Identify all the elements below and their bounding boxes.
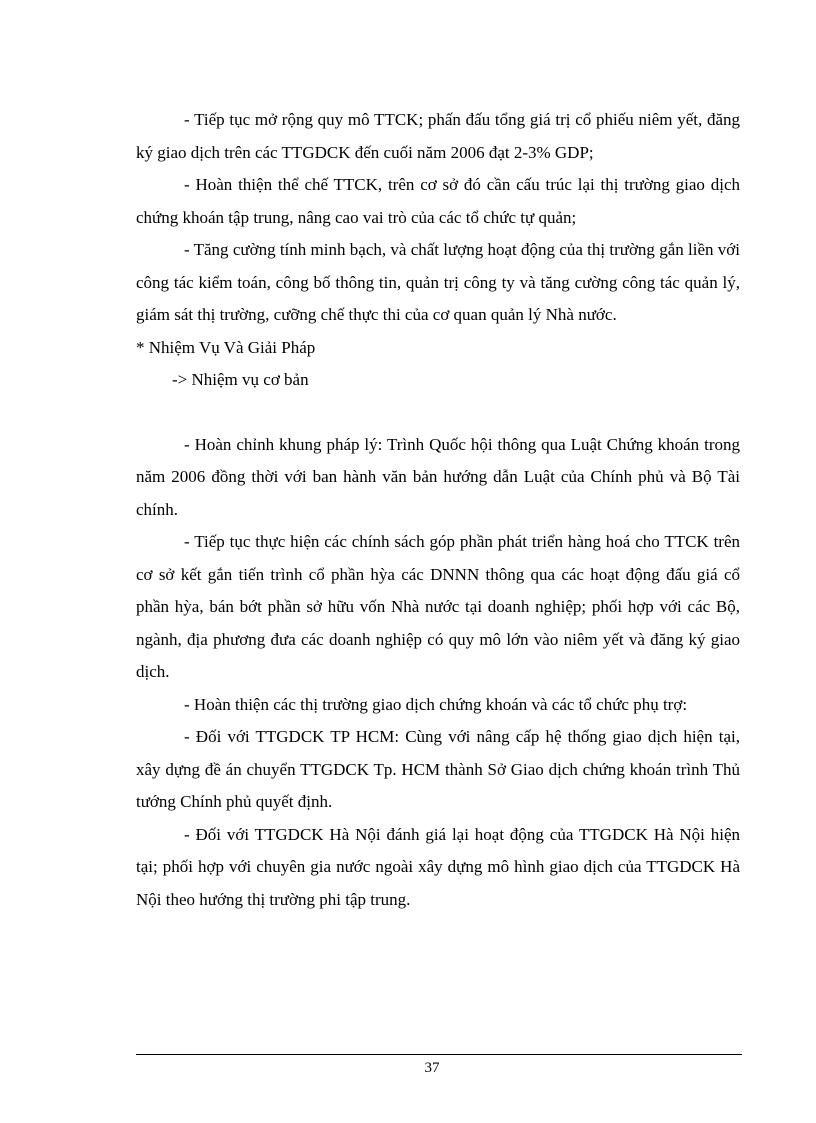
- paragraph-institutional-framework: - Hoàn thiện thể chế TTCK, trên cơ sở đó cần cấu trúc lại thị trường giao dịch chứng khoán tập trung, nâng cao vai trò của các tổ chức tự quản;: [136, 175, 740, 227]
- subsection-heading: -> Nhiệm vụ cơ bản: [172, 370, 309, 389]
- paragraph-hanoi-center: - Đối với TTGDCK Hà Nội đánh giá lại hoạt động của TTGDCK Hà Nội hiện tại; phối hợp với chuyên gia nước ngoài xây dựng mô hình giao dịch của TTGDCK Hà Nội theo hướng thị trường phi tập trung.: [136, 824, 740, 909]
- footer-rule: [136, 1054, 742, 1055]
- section-heading: * Nhiệm Vụ Và Giải Pháp: [136, 337, 316, 357]
- paragraph-expand-market-scale: - Tiếp tục mở rộng quy mô TTCK; phấn đấu tổng giá trị cổ phiếu niêm yết, đăng ký giao dịch trên các TTGDCK đến cuối năm 2006 đạt 2-3% GDP;: [136, 110, 740, 162]
- paragraph-trading-markets: - Hoàn thiện các thị trường giao dịch chứng khoán và các tổ chức phụ trợ:: [184, 694, 688, 714]
- page-number: 37: [424, 1060, 440, 1076]
- paragraph-hcm-center: - Đối với TTGDCK TP HCM: Cùng với nâng cấp hệ thống giao dịch hiện tại, xây dựng đề án chuyển TTGDCK Tp. HCM thành Sở Giao dịch chứng khoán trình Thủ tướng Chính phủ quyết định.: [136, 727, 740, 811]
- document-body: [136, 104, 740, 916]
- paragraph-transparency: - Tăng cường tính minh bạch, và chất lượng hoạt động của thị trường gắn liền với công tác kiểm toán, công bố thông tin, quản trị công ty và tăng cường công tác quản lý, giám sát thị trường, cưỡng chế thực thi của cơ quan quản lý Nhà nước.: [136, 240, 740, 324]
- paragraph-market-goods: - Tiếp tục thực hiện các chính sách góp phần phát triển hàng hoá cho TTCK trên cơ sở kết gắn tiến trình cổ phần hỳa các DNNN thông qua các hoạt động đấu giá cổ phần hỳa, bán bớt phần sở hữu vốn Nhà nước tại doanh nghiệp; phối hợp với các Bộ, ngành, địa phương đưa các doanh nghiệp có quy mô lớn vào niêm yết và đăng ký giao dịch.: [136, 532, 740, 681]
- paragraph-legal-framework: - Hoàn chỉnh khung pháp lý: Trình Quốc hội thông qua Luật Chứng khoán trong năm 2006 đồng thời với ban hành văn bản hướng dẫn Luật của Chính phủ và Bộ Tài chính.: [136, 434, 740, 519]
